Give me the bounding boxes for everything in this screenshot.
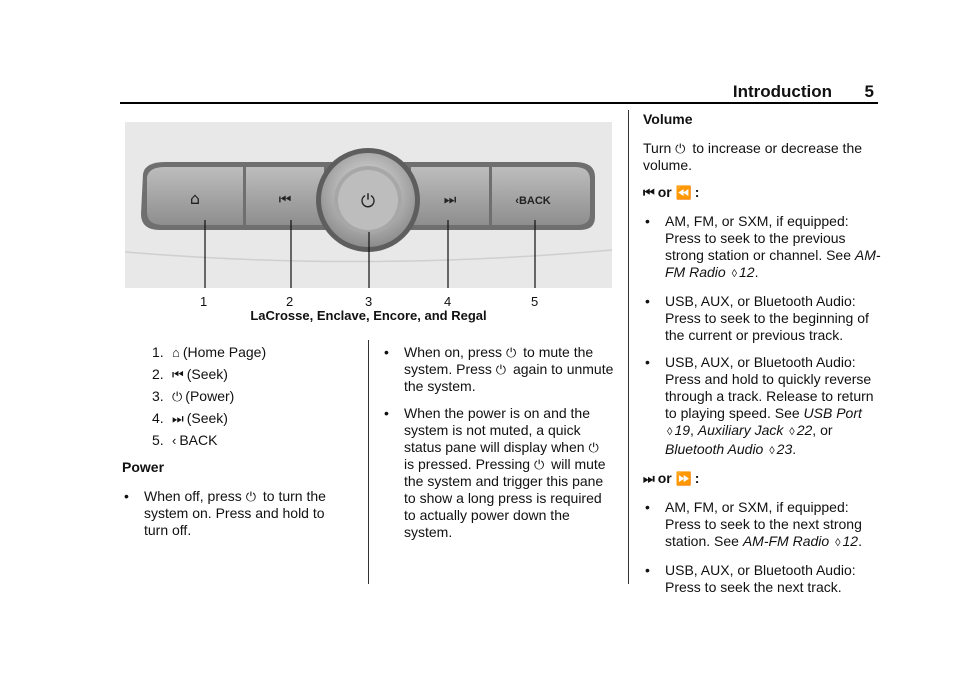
item-number: 3.	[152, 388, 164, 404]
text: When on, press	[404, 344, 503, 360]
home-icon: ⌂	[172, 345, 180, 360]
text: to turn the system on. Press and hold to turn off.	[144, 488, 326, 538]
power-icon: ⏻	[505, 345, 517, 360]
legend-item	[152, 410, 352, 427]
xref-page[interactable]: 12	[739, 264, 755, 280]
power-icon: ⏻	[172, 389, 183, 404]
seek-forward-bullet	[643, 562, 883, 596]
callout-2: 2	[286, 294, 294, 309]
legend-item	[152, 366, 352, 383]
xref-link[interactable]: AM-FM Radio	[665, 247, 881, 280]
rewind-icon: ⏪	[675, 185, 692, 200]
column-2	[382, 344, 614, 551]
power-bullet	[122, 488, 352, 539]
column-divider	[368, 340, 369, 584]
xref-link[interactable]: Auxiliary Jack	[697, 422, 784, 438]
item-number: 2.	[152, 366, 164, 382]
text: again to unmute the system.	[404, 361, 614, 394]
fast-forward-icon: ⏩	[675, 471, 692, 486]
page-ref-icon: ◊	[769, 445, 775, 457]
figure-caption: LaCrosse, Enclave, Encore, and Regal	[250, 308, 487, 323]
home-icon: ⌂	[189, 189, 201, 208]
back-label-text: BACK	[518, 195, 551, 207]
column-1	[122, 344, 352, 549]
page-ref-icon: ◊	[731, 268, 738, 280]
seek-back-icon: ⏮	[278, 192, 292, 208]
xref-link[interactable]: Bluetooth Audio	[665, 441, 764, 457]
seek-back-bullet: • USB, AUX, or Bluetooth Audio: Press and hold to quickly reverse through a track. Release to return to playing speed. See USB Port ◊ 19, Auxiliary Jack ◊ 22, or Bluetooth Audio ◊ 23.	[643, 354, 883, 460]
text: to increase or decrease the volume.	[643, 140, 863, 173]
seek-forward-bullet: • AM, FM, or SXM, if equipped: Press to seek to the next strong station. See AM-FM Radio ◊ 12.	[643, 499, 883, 552]
text: or	[657, 470, 672, 486]
text: USB, AUX, or Bluetooth Audio: Press and hold to quickly reverse through a track. Release to return to playing speed. See	[665, 354, 874, 421]
text: will mute the system and trigger this pane to show a long press is required to actually power down the system.	[404, 456, 606, 540]
page-ref-icon: ◊	[667, 426, 673, 438]
item-number: 5.	[152, 432, 164, 448]
item-number: 4.	[152, 410, 164, 426]
text: When the power is on and the system is not muted, a quick status pane will display when	[404, 405, 591, 455]
seek-back-bullet: • AM, FM, or SXM, if equipped: Press to seek to the previous strong station or channel. See AM-FM Radio ◊ 12.	[643, 213, 883, 283]
column-divider	[628, 110, 629, 584]
page-ref-icon: ◊	[835, 537, 841, 549]
callout-5: 5	[531, 294, 539, 309]
callout-1: 1	[200, 294, 208, 309]
seek-back-bullet	[643, 293, 883, 344]
power-icon: ⏻	[495, 362, 507, 377]
volume-heading: Volume	[643, 111, 693, 127]
text: AM, FM, or SXM, if equipped: Press to seek to the previous strong station or channel. See	[665, 213, 852, 263]
text: :	[694, 184, 700, 200]
item-label: (Power)	[185, 388, 235, 404]
seek-forward-icon: ⏭	[643, 471, 655, 486]
text: USB, AUX, or Bluetooth Audio: Press to seek to the beginning of the current or previous track.	[665, 293, 869, 343]
legend-item	[152, 432, 352, 449]
page-header	[120, 82, 878, 102]
page-ref-icon: ◊	[789, 426, 795, 438]
item-number: 1.	[152, 344, 164, 360]
text: AM, FM, or SXM, if equipped: Press to seek to the next strong station. See	[665, 499, 862, 549]
xref-page[interactable]: 19	[674, 422, 691, 438]
seek-forward-heading	[643, 470, 883, 487]
back-label: ‹BACK	[515, 195, 551, 207]
radio-controls-figure	[125, 122, 612, 288]
text: :	[694, 470, 700, 486]
xref-link[interactable]: AM-FM Radio	[742, 533, 830, 549]
seek-back-heading	[643, 184, 883, 201]
power-icon: ⏻	[675, 141, 686, 156]
page-number: 5	[864, 82, 874, 101]
callout-4: 4	[444, 294, 452, 309]
column-3	[643, 111, 883, 606]
seek-back-icon: ⏮	[643, 185, 655, 200]
power-icon: ⏻	[588, 440, 599, 455]
power-heading: Power	[122, 459, 165, 475]
item-label: (Seek)	[186, 410, 228, 426]
seek-forward-icon: ⏭	[443, 192, 457, 208]
header-rule	[120, 102, 878, 104]
legend-item	[152, 388, 352, 405]
text: Turn	[643, 140, 672, 156]
callout-3: 3	[365, 294, 373, 309]
text: , or	[812, 422, 833, 438]
text: When off, press	[144, 488, 242, 504]
power-icon: ⏻	[360, 191, 376, 212]
power-icon: ⏻	[245, 489, 256, 504]
xref-link[interactable]: USB Port	[803, 405, 862, 421]
section-title: Introduction	[732, 82, 832, 101]
item-label: (Home Page)	[182, 344, 267, 360]
status-pane-bullet	[382, 405, 614, 541]
mute-bullet	[382, 344, 614, 395]
back-chevron-icon: ‹	[172, 433, 177, 448]
text: USB, AUX, or Bluetooth Audio: Press to seek the next track.	[665, 562, 856, 595]
text: to mute the system. Press	[404, 344, 594, 377]
radio-controls-illustration	[125, 122, 612, 288]
text: or	[657, 184, 672, 200]
text: is pressed. Pressing	[404, 456, 531, 472]
item-label: BACK	[179, 432, 218, 448]
seek-forward-icon: ⏭	[172, 411, 184, 426]
power-icon: ⏻	[533, 457, 545, 472]
item-label: (Seek)	[186, 366, 228, 382]
seek-back-icon: ⏮	[172, 367, 184, 382]
legend-item	[152, 344, 352, 361]
volume-text	[643, 140, 883, 174]
xref-page[interactable]: 22	[796, 422, 813, 438]
xref-page[interactable]: 23	[776, 441, 793, 457]
xref-page[interactable]: 12	[842, 533, 859, 549]
